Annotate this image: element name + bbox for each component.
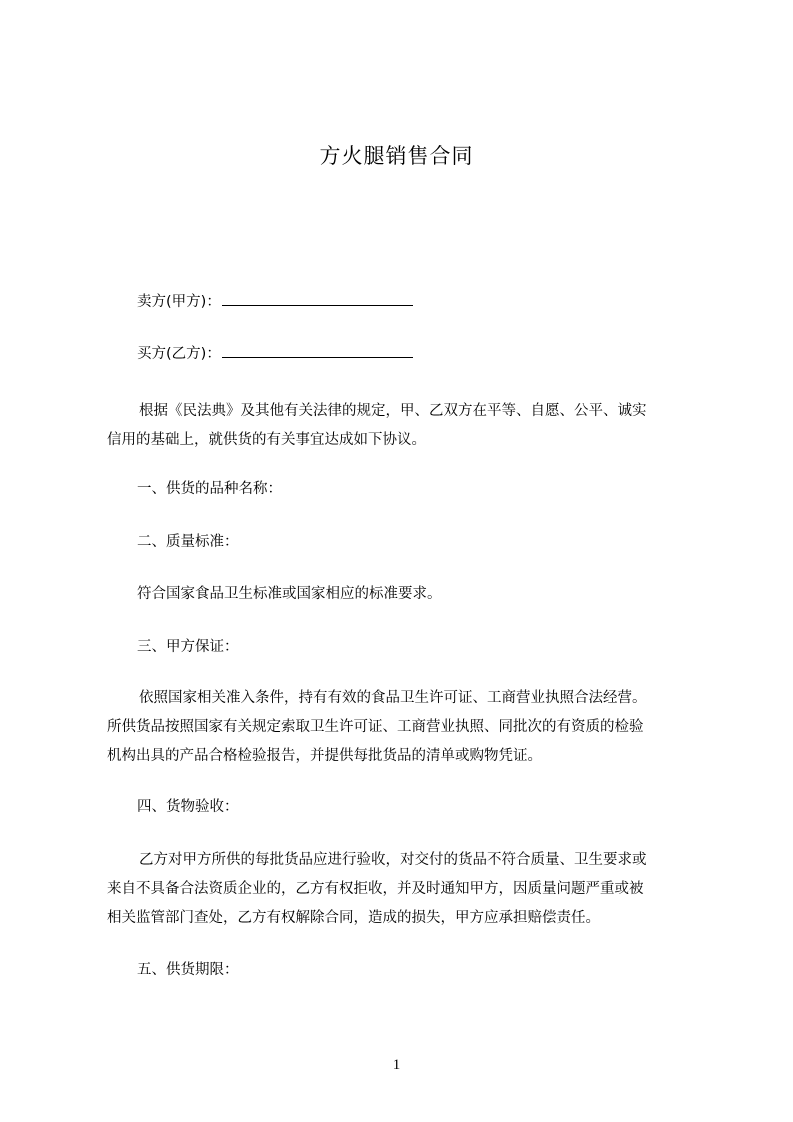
section-2-heading: 二、质量标准：: [137, 534, 239, 550]
section-1-heading: 一、供货的品种名称：: [137, 481, 282, 497]
section-4-paragraph: [107, 846, 707, 933]
section-3-paragraph: [107, 684, 707, 771]
buyer-blank: [222, 343, 413, 358]
seller-line: [137, 291, 413, 312]
section-4-line: 相关监管部门查处，乙方有权解除合同，造成的损失，甲方应承担赔偿责任。: [107, 910, 600, 926]
buyer-label: 买方(乙方)：: [137, 346, 221, 362]
section-3-line: 所供货品按照国家有关规定索取卫生许可证、工商营业执照、同批次的有资质的检验: [107, 719, 644, 735]
section-2-body: 符合国家食品卫生标准或国家相应的标准要求。: [137, 586, 442, 602]
seller-blank: [222, 291, 413, 306]
section-3-heading: 三、甲方保证：: [137, 639, 239, 655]
seller-label: 卖方(甲方)：: [137, 294, 221, 310]
section-5-heading: 五、供货期限：: [137, 962, 239, 978]
section-3-line: 机构出具的产品合格检验报告，并提供每批货品的清单或购物凭证。: [107, 748, 542, 764]
preamble-line: 根据《民法典》及其他有关法律的规定，甲、乙双方在平等、自愿、公平、诚实: [139, 403, 647, 419]
section-4-line: 乙方对甲方所供的每批货品应进行验收，对交付的货品不符合质量、卫生要求或: [139, 852, 647, 868]
page-number: 1: [392, 1057, 401, 1073]
section-3-line: 依照国家相关准入条件，持有有效的食品卫生许可证、工商营业执照合法经营。: [139, 690, 647, 706]
preamble-line: 信用的基础上，就供货的有关事宜达成如下协议。: [107, 432, 426, 448]
buyer-line: [137, 343, 413, 364]
preamble-paragraph: [107, 397, 707, 455]
section-4-line: 来自不具备合法资质企业的，乙方有权拒收，并及时通知甲方，因质量问题严重或被: [107, 881, 644, 897]
document-title: 方火腿销售合同: [319, 144, 474, 168]
section-4-heading: 四、货物验收：: [137, 799, 239, 815]
